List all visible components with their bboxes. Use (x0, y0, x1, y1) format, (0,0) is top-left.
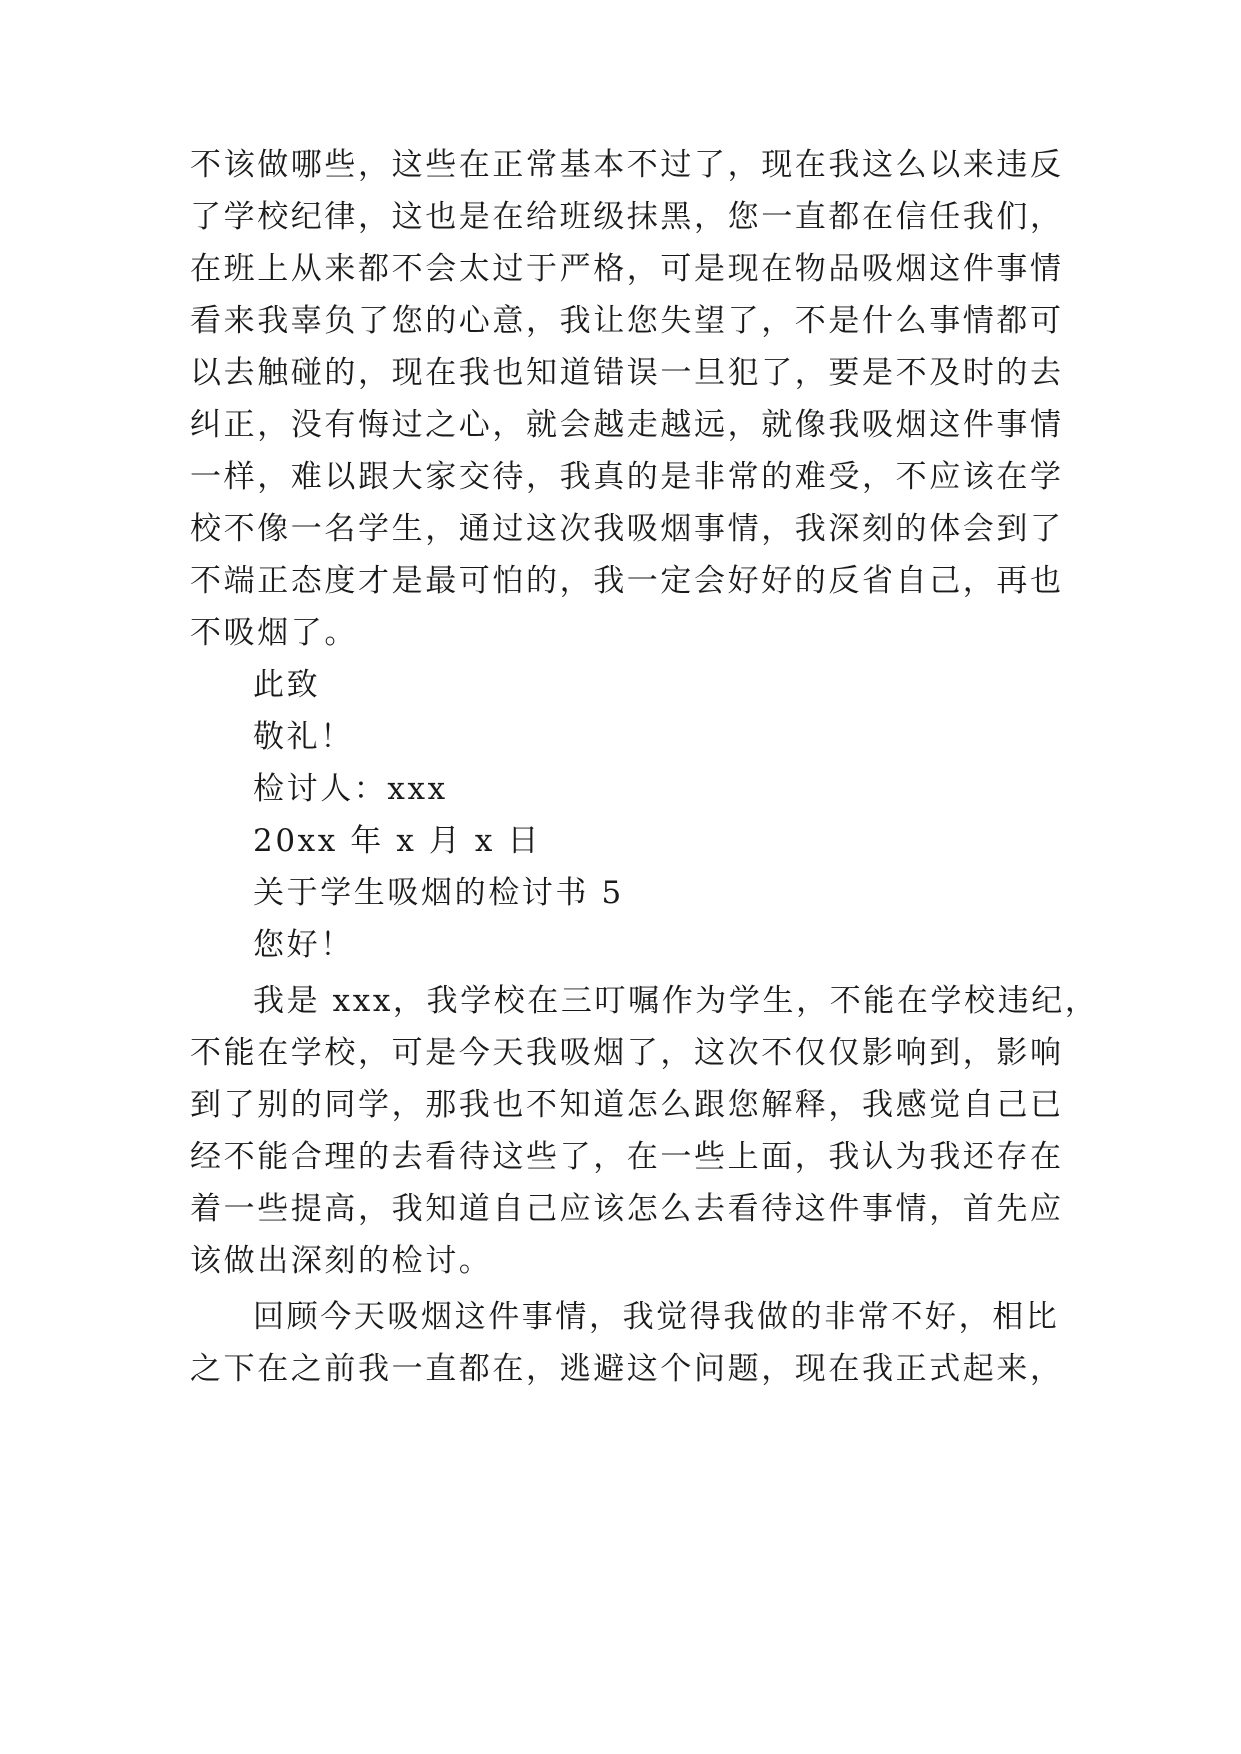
body-text-line: 到了别的同学，那我也不知道怎么跟您解释，我感觉自己已 (190, 1087, 1064, 1123)
closing-salutation: 此致 (253, 667, 321, 703)
body-text-line: 之下在之前我一直都在，逃避这个问题，现在我正式起来， (190, 1351, 1064, 1387)
body-text-line: 该做出深刻的检讨。 (190, 1243, 493, 1279)
body-text-line: 一样，难以跟大家交待，我真的是非常的难受，不应该在学 (190, 459, 1064, 495)
body-text-line: 着一些提高，我知道自己应该怎么去看待这件事情，首先应 (190, 1191, 1064, 1227)
greeting: 您好！ (253, 927, 354, 963)
signature-date: 20xx 年 x 月 x 日 (253, 823, 542, 859)
body-text-line: 了学校纪律，这也是在给班级抹黑，您一直都在信任我们， (190, 199, 1064, 235)
body-text-line: 以去触碰的，现在我也知道错误一旦犯了，要是不及时的去 (190, 355, 1064, 391)
body-text-line: 纠正，没有悔过之心，就会越走越远，就像我吸烟这件事情 (190, 407, 1064, 443)
body-text-line: 经不能合理的去看待这些了，在一些上面，我认为我还存在 (190, 1139, 1064, 1175)
body-text-line: 回顾今天吸烟这件事情，我觉得我做的非常不好，相比 (253, 1299, 1060, 1335)
body-text-line: 不吸烟了。 (190, 615, 358, 651)
closing-regards: 敬礼！ (253, 719, 354, 755)
section-title: 关于学生吸烟的检讨书 5 (253, 875, 624, 911)
body-text-line: 校不像一名学生，通过这次我吸烟事情，我深刻的体会到了 (190, 511, 1064, 547)
body-text-line: 不能在学校，可是今天我吸烟了，这次不仅仅影响到，影响 (190, 1035, 1064, 1071)
signature-author: 检讨人：xxx (253, 771, 448, 807)
body-text-line: 不该做哪些，这些在正常基本不过了，现在我这么以来违反 (190, 147, 1064, 183)
body-text-line: 在班上从来都不会太过于严格，可是现在物品吸烟这件事情 (190, 251, 1064, 287)
body-text-line: 不端正态度才是最可怕的，我一定会好好的反省自己，再也 (190, 563, 1064, 599)
body-text-line: 我是 xxx，我学校在三叮嘱作为学生，不能在学校违纪， (253, 983, 1099, 1019)
body-text-line: 看来我辜负了您的心意，我让您失望了，不是什么事情都可 (190, 303, 1064, 339)
